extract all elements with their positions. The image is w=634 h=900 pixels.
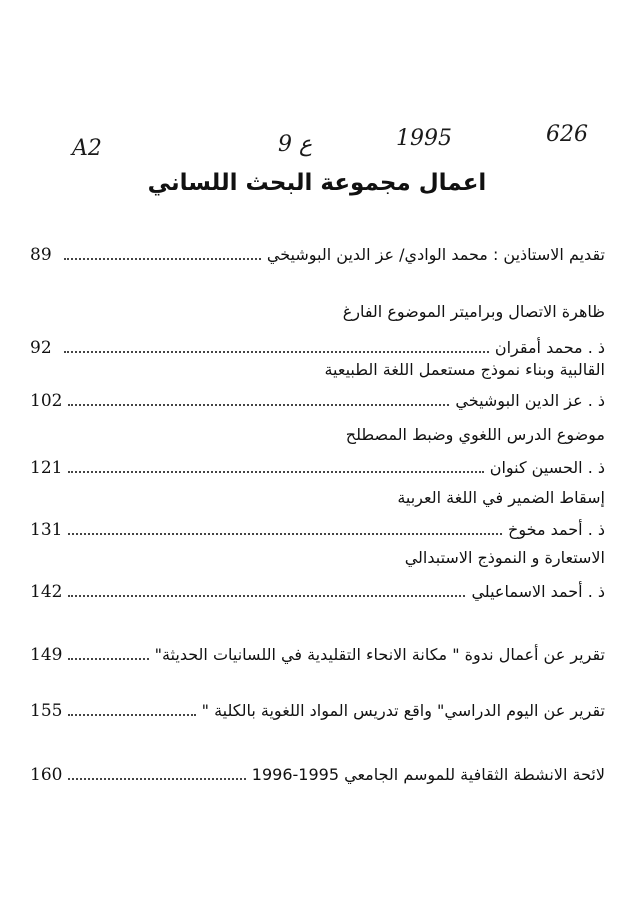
handwritten-number: 626 [546,122,588,147]
leader-dots [68,471,483,473]
toc-entry-author [30,512,605,540]
handwritten-mark: A2 [72,136,102,161]
leader-dots [68,778,245,780]
toc-entry-activities [30,757,605,785]
leader-dots [68,714,195,716]
page-number: 89 [30,245,52,265]
author-name: ذ . أحمد مخوخ [508,520,605,539]
entry-text: لائحة الانشطة الثقافية للموسم الجامعي 1995-1996 [251,765,605,784]
leader-dots [68,658,148,660]
toc-entry-author [30,574,605,602]
toc-entry-report [30,637,605,665]
leader-dots [68,533,502,535]
article-title: موضوع الدرس اللغوي وضبط المصطلح [345,425,605,444]
author-name: ذ . محمد أمقران [494,338,605,357]
leader-dots [64,351,489,353]
toc-entry-author [30,450,605,478]
toc-entry-report [30,693,605,721]
page-number: 92 [30,338,52,358]
page-number: 155 [30,701,63,721]
entry-text: تقديم الاستاذين : محمد الوادي/ عز الدين البوشيخي [266,245,605,264]
leader-dots [68,595,465,597]
entry-text: تقرير عن اليوم الدراسي" واقع تدريس المواد اللغوية بالكلية " [201,701,605,720]
page-title: اعمال مجموعة البحث اللساني [147,170,487,196]
page-number: 160 [30,765,63,785]
leader-dots [64,258,261,260]
handwritten-mark: ع 9 [278,132,313,157]
article-title: الاستعارة و النموذج الاستبدالي [404,548,605,567]
page-number: 121 [30,458,63,478]
article-title: إسقاط الضمير في اللغة العربية [397,488,605,507]
author-name: ذ . الحسين كنوان [489,458,605,477]
toc-entry-author [30,383,605,411]
entry-text: تقرير عن أعمال ندوة " مكانة الانحاء التقليدية في اللسانيات الحديثة" [154,645,605,664]
page-number: 131 [30,520,63,540]
article-title: القالبية وبناء نموذج مستعمل اللغة الطبيعية [324,360,605,379]
handwritten-year: 1995 [396,126,452,151]
page-number: 102 [30,391,63,411]
leader-dots [68,404,449,406]
page-number: 149 [30,645,63,665]
author-name: ذ . أحمد الاسماعيلي [471,582,605,601]
page-number: 142 [30,582,63,602]
toc-entry-intro [30,237,605,265]
author-name: ذ . عز الدين البوشيخي [455,391,605,410]
toc-entry-author [30,330,605,358]
article-title: ظاهرة الاتصال وبراميتر الموضوع الفارغ [342,302,605,321]
